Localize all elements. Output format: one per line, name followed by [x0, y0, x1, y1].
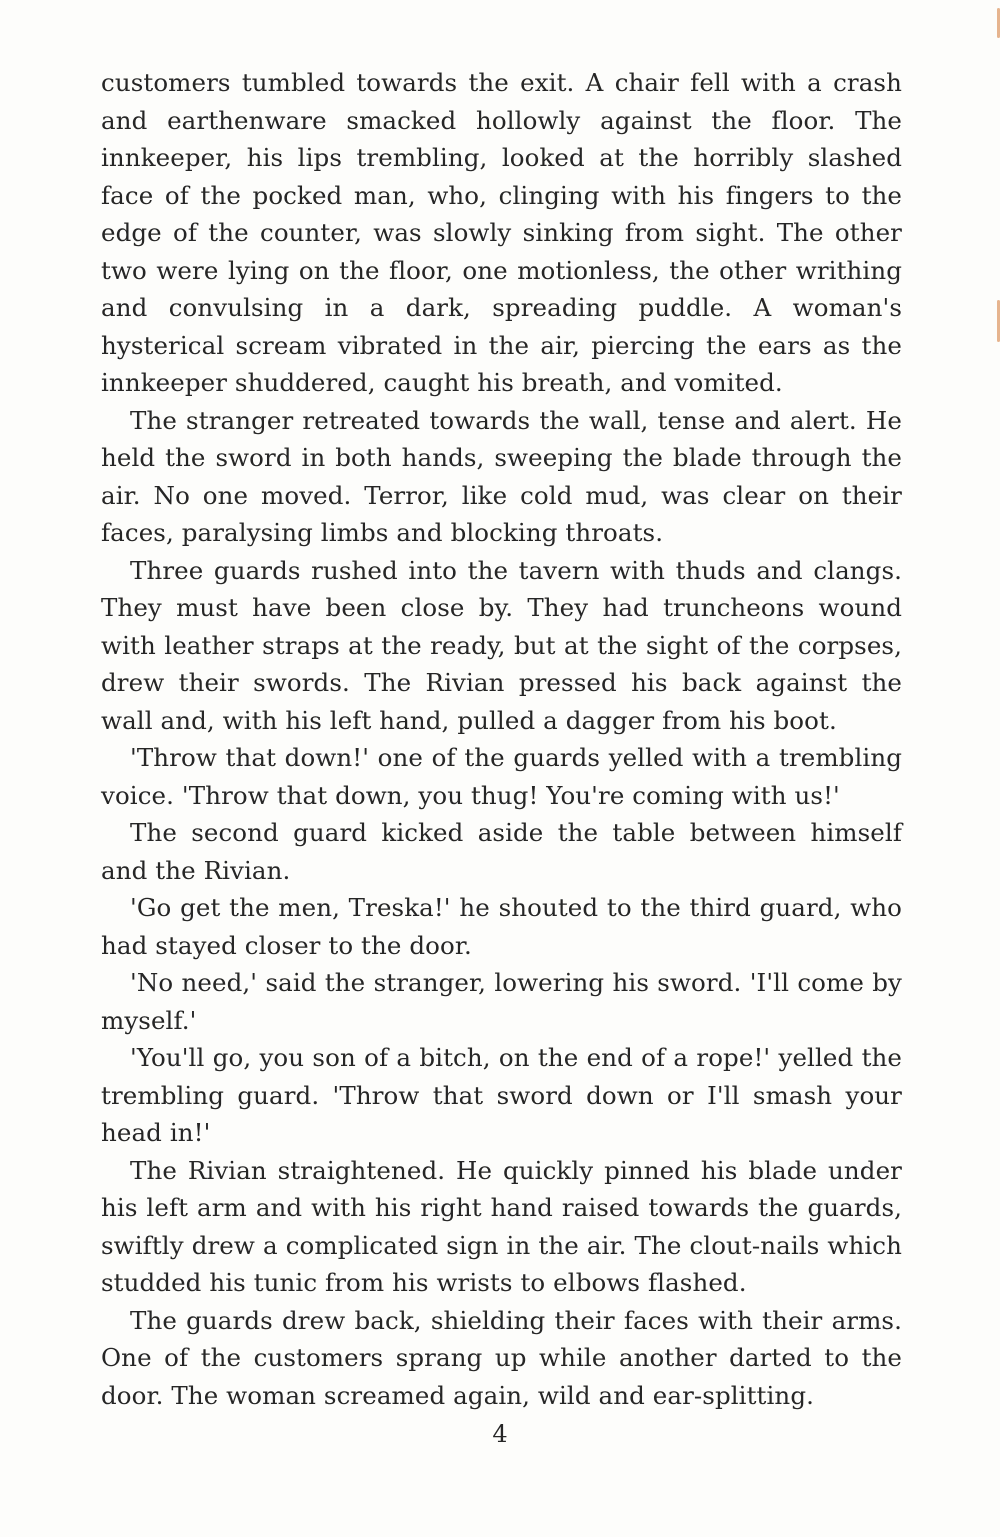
paragraph-2: The stranger retreated towards the wall, tense and alert. He held the sword in both hands, sweeping the blade through the air. No one moved. Terror, like cold mud, was clear on their faces, paralysing limbs and blocking throats.	[101, 405, 902, 547]
paragraph-3: Three guards rushed into the tavern with thuds and clangs. They must have been close by. They had truncheons wound with leather straps at the ready, but at the sight of the corpses, drew their swords. The Rivian pressed his back against the wall and, with his left hand, pulled a dagger from his boot.	[101, 555, 902, 735]
paragraph-10: The guards drew back, shielding their faces with their arms. One of the customers sprang up while another darted to the door. The woman screamed again, wild and ear-splitting.	[101, 1305, 902, 1410]
paragraph-5: The second guard kicked aside the table between himself and the Rivian.	[101, 818, 902, 885]
paragraph-7: 'No need,' said the stranger, lowering his sword. 'I'll come by myself.'	[101, 968, 902, 1035]
page-number: 4	[492, 1420, 508, 1448]
page-body	[101, 64, 902, 1414]
paragraph-4: 'Throw that down!' one of the guards yelled with a trembling voice. 'Throw that down, you thug! You're coming with us!'	[101, 743, 902, 810]
paragraph-9: The Rivian straightened. He quickly pinned his blade under his left arm and with his right hand raised towards the guards, swiftly drew a complicated sign in the air. The clout-nails which studded his tunic from his wrists to elbows flashed.	[101, 1155, 902, 1297]
paragraph-8: 'You'll go, you son of a bitch, on the end of a rope!' yelled the trembling guard. 'Throw that sword down or I'll smash your head in!'	[101, 1043, 902, 1147]
paragraph-1: customers tumbled towards the exit. A chair fell with a crash and earthenware smacked hollowly against the floor. The innkeeper, his lips trembling, looked at the horribly slashed face of the pocked man, who, clinging with his fingers to the edge of the counter, was slowly sinking from sight. The other two were lying on the floor, one motionless, the other writhing and convulsing in a dark, spreading puddle. A woman's hysterical scream vibrated in the air, piercing the ears as the innkeeper shuddered, caught his breath, and vomited.	[101, 68, 902, 397]
paragraph-6: 'Go get the men, Treska!' he shouted to the third guard, who had stayed closer to the door.	[101, 893, 902, 960]
